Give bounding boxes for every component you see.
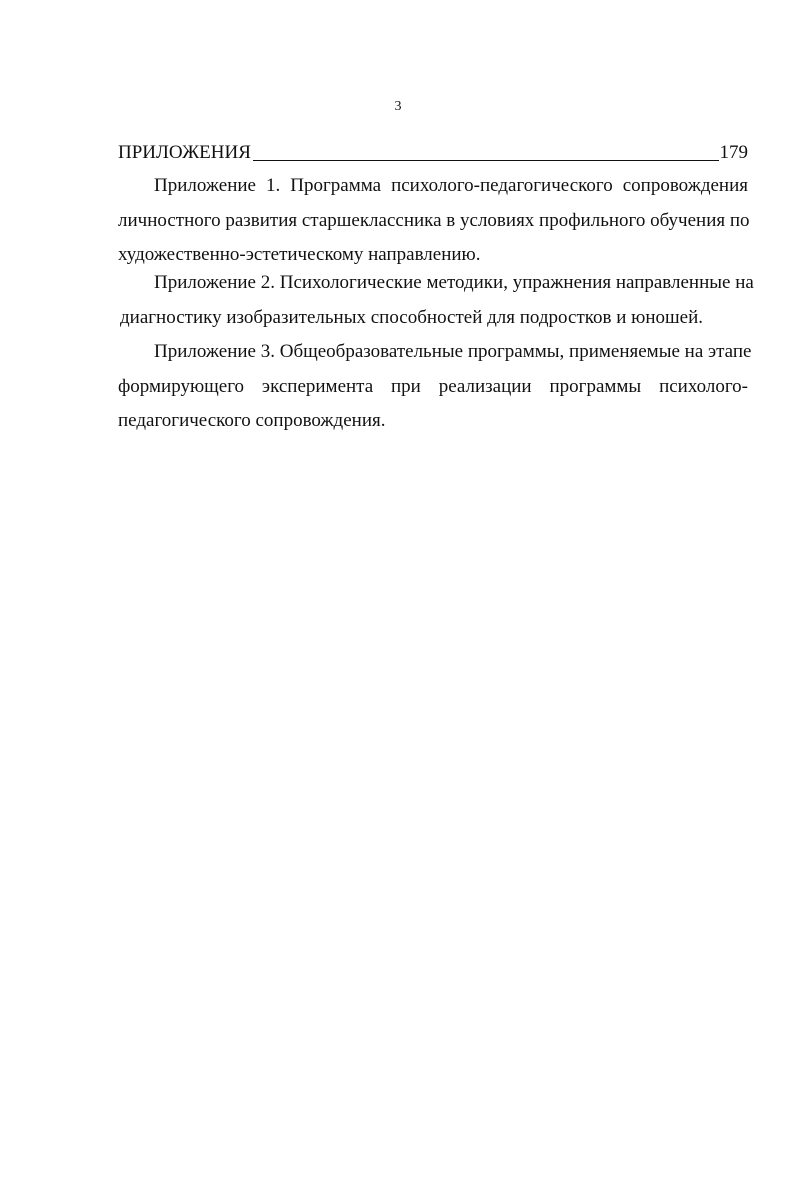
appendix-2-line-1: Приложение 2. Психологические методики, упражнения направленные на — [154, 272, 754, 293]
appendix-2-paragraph — [118, 266, 754, 335]
toc-entry-appendices — [118, 139, 748, 165]
appendix-3-line-2: формирующего эксперимента при реализации программы психолого- — [118, 375, 748, 397]
page-number: 3 — [394, 99, 402, 114]
toc-leader-line — [253, 159, 719, 161]
toc-page-number: 179 — [719, 142, 748, 163]
appendix-3-line-3: педагогического сопровождения. — [118, 410, 386, 431]
appendix-1-line-3: художественно-эстетическому направлению. — [118, 244, 481, 265]
appendix-3-paragraph — [118, 335, 752, 439]
appendix-1-line-1: Приложение 1. Программа психолого-педагогического сопровождения — [154, 175, 748, 196]
toc-title: ПРИЛОЖЕНИЯ — [118, 142, 251, 163]
appendix-3-line-1: Приложение 3. Общеобразовательные программы, применяемые на этапе — [154, 341, 752, 362]
appendix-1-line-2: личностного развития старшеклассника в условиях профильного обучения по — [118, 209, 750, 231]
appendix-1-paragraph — [118, 169, 748, 273]
appendix-2-line-2: диагностику изобразительных способностей для подростков и юношей. — [120, 306, 704, 328]
